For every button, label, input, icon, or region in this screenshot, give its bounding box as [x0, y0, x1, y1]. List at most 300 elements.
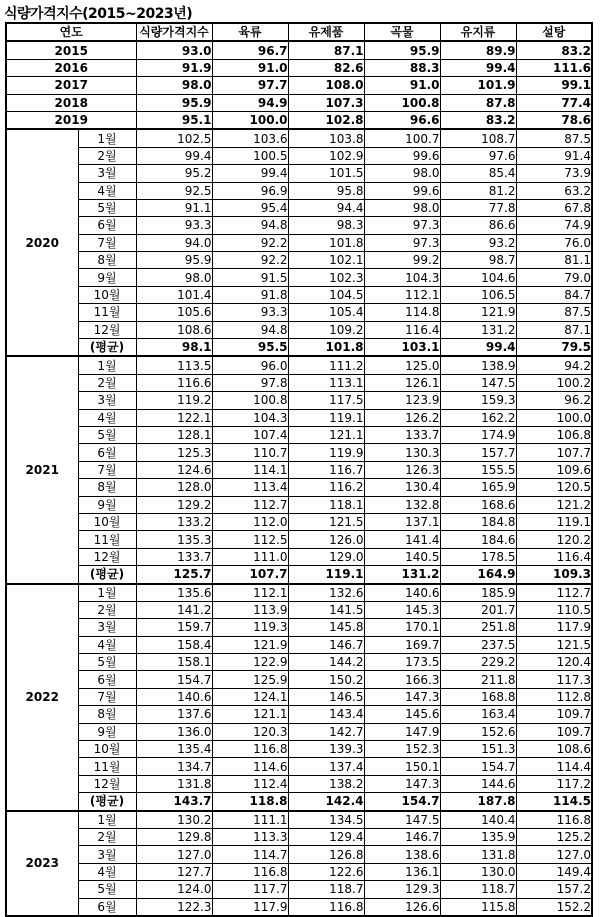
- month-cell: 6월: [78, 444, 136, 461]
- value-cell: 87.1: [288, 41, 364, 59]
- value-cell: 102.5: [136, 129, 212, 147]
- value-cell: 79.0: [516, 269, 592, 286]
- value-cell: 88.3: [364, 59, 440, 76]
- month-cell: 12월: [78, 321, 136, 338]
- value-cell: 116.8: [212, 863, 288, 880]
- value-cell: 126.6: [364, 898, 440, 916]
- average-value-cell: 98.1: [136, 339, 212, 357]
- value-cell: 89.9: [440, 41, 516, 59]
- value-cell: 127.7: [136, 863, 212, 880]
- month-row: [6, 828, 592, 845]
- month-cell: 11월: [78, 758, 136, 775]
- value-cell: 116.6: [136, 374, 212, 391]
- average-value-cell: 99.4: [440, 339, 516, 357]
- value-cell: 165.9: [440, 479, 516, 496]
- value-cell: 122.1: [136, 409, 212, 426]
- value-cell: 159.7: [136, 619, 212, 636]
- value-cell: 117.9: [212, 898, 288, 916]
- value-cell: 169.7: [364, 636, 440, 653]
- month-row: [6, 619, 592, 636]
- value-cell: 100.7: [364, 129, 440, 147]
- value-cell: 124.0: [136, 881, 212, 898]
- value-cell: 138.9: [440, 356, 516, 374]
- value-cell: 128.0: [136, 479, 212, 496]
- value-cell: 110.5: [516, 601, 592, 618]
- month-row: [6, 636, 592, 653]
- month-cell: 1월: [78, 356, 136, 374]
- value-cell: 77.8: [440, 199, 516, 216]
- value-cell: 99.6: [364, 147, 440, 164]
- value-cell: 126.0: [288, 531, 364, 548]
- value-cell: 120.5: [516, 479, 592, 496]
- value-cell: 111.6: [516, 59, 592, 76]
- value-cell: 98.0: [364, 199, 440, 216]
- value-cell: 158.4: [136, 636, 212, 653]
- month-row: [6, 479, 592, 496]
- value-cell: 111.2: [288, 356, 364, 374]
- value-cell: 91.8: [212, 286, 288, 303]
- month-cell: 5월: [78, 199, 136, 216]
- value-cell: 116.4: [516, 548, 592, 565]
- value-cell: 95.8: [288, 182, 364, 199]
- month-cell: 12월: [78, 775, 136, 792]
- value-cell: 94.4: [288, 199, 364, 216]
- average-label: (평균): [78, 793, 136, 811]
- value-cell: 146.7: [364, 828, 440, 845]
- value-cell: 147.5: [440, 374, 516, 391]
- average-value-cell: 107.7: [212, 566, 288, 584]
- value-cell: 143.4: [288, 706, 364, 723]
- value-cell: 109.7: [516, 723, 592, 740]
- year-cell: 2019: [6, 111, 136, 129]
- year-cell: 2022: [6, 584, 78, 811]
- value-cell: 101.5: [288, 165, 364, 182]
- value-cell: 102.8: [288, 111, 364, 129]
- average-value-cell: 101.8: [288, 339, 364, 357]
- month-row: [6, 863, 592, 880]
- page-title: 식량가격지수(2015~2023년): [4, 6, 193, 22]
- month-row: [6, 269, 592, 286]
- value-cell: 140.6: [364, 584, 440, 602]
- value-cell: 137.1: [364, 513, 440, 530]
- value-cell: 95.1: [136, 111, 212, 129]
- month-row: [6, 199, 592, 216]
- value-cell: 81.1: [516, 252, 592, 269]
- value-cell: 119.2: [136, 392, 212, 409]
- month-cell: 4월: [78, 182, 136, 199]
- year-cell: 2021: [6, 356, 78, 583]
- value-cell: 131.8: [440, 846, 516, 863]
- average-value-cell: 154.7: [364, 793, 440, 811]
- value-cell: 133.7: [364, 426, 440, 443]
- value-cell: 112.1: [212, 584, 288, 602]
- value-cell: 126.2: [364, 409, 440, 426]
- value-cell: 140.5: [364, 548, 440, 565]
- value-cell: 92.5: [136, 182, 212, 199]
- value-cell: 121.5: [288, 513, 364, 530]
- value-cell: 146.5: [288, 688, 364, 705]
- column-header: 유지류: [440, 23, 516, 41]
- value-cell: 140.6: [136, 688, 212, 705]
- value-cell: 98.7: [440, 252, 516, 269]
- value-cell: 157.2: [516, 881, 592, 898]
- value-cell: 138.6: [364, 846, 440, 863]
- value-cell: 101.4: [136, 286, 212, 303]
- value-cell: 145.3: [364, 601, 440, 618]
- value-cell: 99.2: [364, 252, 440, 269]
- value-cell: 91.4: [516, 147, 592, 164]
- month-cell: 6월: [78, 671, 136, 688]
- value-cell: 129.3: [364, 881, 440, 898]
- header-row: [6, 23, 592, 41]
- value-cell: 98.0: [364, 165, 440, 182]
- value-cell: 102.9: [288, 147, 364, 164]
- value-cell: 101.8: [288, 234, 364, 251]
- value-cell: 95.2: [136, 165, 212, 182]
- year-cell: 2020: [6, 129, 78, 356]
- value-cell: 74.9: [516, 217, 592, 234]
- value-cell: 144.2: [288, 654, 364, 671]
- value-cell: 229.2: [440, 654, 516, 671]
- average-value-cell: 109.3: [516, 566, 592, 584]
- month-cell: 5월: [78, 426, 136, 443]
- value-cell: 118.7: [440, 881, 516, 898]
- value-cell: 83.2: [516, 41, 592, 59]
- value-cell: 126.1: [364, 374, 440, 391]
- value-cell: 94.2: [516, 356, 592, 374]
- value-cell: 99.4: [212, 165, 288, 182]
- month-row: [6, 881, 592, 898]
- value-cell: 108.6: [136, 321, 212, 338]
- value-cell: 104.6: [440, 269, 516, 286]
- value-cell: 94.8: [212, 321, 288, 338]
- value-cell: 135.9: [440, 828, 516, 845]
- value-cell: 87.5: [516, 304, 592, 321]
- value-cell: 130.2: [136, 811, 212, 829]
- month-row: [6, 548, 592, 565]
- value-cell: 137.6: [136, 706, 212, 723]
- value-cell: 130.3: [364, 444, 440, 461]
- value-cell: 92.2: [212, 234, 288, 251]
- average-row: [6, 566, 592, 584]
- value-cell: 155.5: [440, 461, 516, 478]
- value-cell: 154.7: [440, 758, 516, 775]
- value-cell: 100.8: [364, 94, 440, 111]
- value-cell: 211.8: [440, 671, 516, 688]
- value-cell: 140.4: [440, 811, 516, 829]
- value-cell: 108.7: [440, 129, 516, 147]
- value-cell: 122.9: [212, 654, 288, 671]
- value-cell: 112.7: [212, 496, 288, 513]
- value-cell: 96.9: [212, 182, 288, 199]
- value-cell: 102.3: [288, 269, 364, 286]
- value-cell: 134.7: [136, 758, 212, 775]
- month-row: [6, 321, 592, 338]
- month-cell: 3월: [78, 392, 136, 409]
- month-row: [6, 898, 592, 916]
- value-cell: 95.9: [136, 252, 212, 269]
- value-cell: 135.6: [136, 584, 212, 602]
- month-row: [6, 234, 592, 251]
- year-cell: 2016: [6, 59, 136, 76]
- value-cell: 91.9: [136, 59, 212, 76]
- value-cell: 141.2: [136, 601, 212, 618]
- month-row: [6, 496, 592, 513]
- month-cell: 10월: [78, 513, 136, 530]
- month-row: [6, 426, 592, 443]
- month-row: [6, 513, 592, 530]
- average-value-cell: 187.8: [440, 793, 516, 811]
- value-cell: 157.7: [440, 444, 516, 461]
- value-cell: 112.8: [516, 688, 592, 705]
- average-value-cell: 103.1: [364, 339, 440, 357]
- value-cell: 92.2: [212, 252, 288, 269]
- value-cell: 184.6: [440, 531, 516, 548]
- value-cell: 152.3: [364, 741, 440, 758]
- value-cell: 119.1: [516, 513, 592, 530]
- value-cell: 154.7: [136, 671, 212, 688]
- value-cell: 67.8: [516, 199, 592, 216]
- month-cell: 3월: [78, 165, 136, 182]
- value-cell: 96.7: [212, 41, 288, 59]
- value-cell: 73.9: [516, 165, 592, 182]
- value-cell: 125.3: [136, 444, 212, 461]
- value-cell: 117.2: [516, 775, 592, 792]
- month-cell: 8월: [78, 479, 136, 496]
- average-value-cell: 119.1: [288, 566, 364, 584]
- month-row: [6, 409, 592, 426]
- month-cell: 9월: [78, 269, 136, 286]
- month-cell: 11월: [78, 531, 136, 548]
- value-cell: 121.2: [516, 496, 592, 513]
- annual-row: [6, 111, 592, 129]
- value-cell: 120.3: [212, 723, 288, 740]
- month-row: [6, 444, 592, 461]
- value-cell: 237.5: [440, 636, 516, 653]
- value-cell: 159.3: [440, 392, 516, 409]
- value-cell: 163.4: [440, 706, 516, 723]
- value-cell: 104.3: [212, 409, 288, 426]
- month-row: [6, 356, 592, 374]
- value-cell: 138.2: [288, 775, 364, 792]
- value-cell: 98.0: [136, 269, 212, 286]
- year-cell: 2018: [6, 94, 136, 111]
- value-cell: 103.6: [212, 129, 288, 147]
- value-cell: 131.8: [136, 775, 212, 792]
- month-cell: 2월: [78, 147, 136, 164]
- month-cell: 3월: [78, 846, 136, 863]
- month-cell: 9월: [78, 723, 136, 740]
- value-cell: 105.6: [136, 304, 212, 321]
- value-cell: 96.2: [516, 392, 592, 409]
- value-cell: 114.7: [212, 846, 288, 863]
- value-cell: 122.3: [136, 898, 212, 916]
- month-cell: 7월: [78, 461, 136, 478]
- annual-row: [6, 59, 592, 76]
- value-cell: 107.4: [212, 426, 288, 443]
- value-cell: 150.2: [288, 671, 364, 688]
- value-cell: 87.5: [516, 129, 592, 147]
- food-price-index-table: [5, 22, 593, 917]
- value-cell: 112.7: [516, 584, 592, 602]
- month-cell: 7월: [78, 234, 136, 251]
- month-cell: 4월: [78, 863, 136, 880]
- value-cell: 106.5: [440, 286, 516, 303]
- value-cell: 78.6: [516, 111, 592, 129]
- value-cell: 147.3: [364, 775, 440, 792]
- value-cell: 121.1: [212, 706, 288, 723]
- average-label: (평균): [78, 339, 136, 357]
- value-cell: 168.6: [440, 496, 516, 513]
- value-cell: 117.5: [288, 392, 364, 409]
- year-cell: 2023: [6, 811, 78, 916]
- value-cell: 118.7: [288, 881, 364, 898]
- value-cell: 104.3: [364, 269, 440, 286]
- value-cell: 101.9: [440, 77, 516, 94]
- value-cell: 134.5: [288, 811, 364, 829]
- value-cell: 96.6: [364, 111, 440, 129]
- value-cell: 93.3: [136, 217, 212, 234]
- value-cell: 128.1: [136, 426, 212, 443]
- month-cell: 3월: [78, 619, 136, 636]
- value-cell: 97.6: [440, 147, 516, 164]
- month-cell: 8월: [78, 252, 136, 269]
- value-cell: 126.3: [364, 461, 440, 478]
- average-value-cell: 95.5: [212, 339, 288, 357]
- value-cell: 184.8: [440, 513, 516, 530]
- value-cell: 251.8: [440, 619, 516, 636]
- value-cell: 112.5: [212, 531, 288, 548]
- column-header: 육류: [212, 23, 288, 41]
- value-cell: 82.6: [288, 59, 364, 76]
- value-cell: 113.5: [136, 356, 212, 374]
- value-cell: 91.0: [212, 59, 288, 76]
- value-cell: 152.2: [516, 898, 592, 916]
- month-row: [6, 165, 592, 182]
- annual-row: [6, 77, 592, 94]
- value-cell: 103.8: [288, 129, 364, 147]
- value-cell: 129.2: [136, 496, 212, 513]
- value-cell: 87.1: [516, 321, 592, 338]
- value-cell: 158.1: [136, 654, 212, 671]
- value-cell: 99.4: [136, 147, 212, 164]
- value-cell: 129.8: [136, 828, 212, 845]
- value-cell: 83.2: [440, 111, 516, 129]
- value-cell: 113.4: [212, 479, 288, 496]
- value-cell: 136.0: [136, 723, 212, 740]
- value-cell: 104.5: [288, 286, 364, 303]
- value-cell: 87.8: [440, 94, 516, 111]
- month-row: [6, 601, 592, 618]
- value-cell: 121.5: [516, 636, 592, 653]
- month-cell: 10월: [78, 741, 136, 758]
- value-cell: 178.5: [440, 548, 516, 565]
- value-cell: 113.9: [212, 601, 288, 618]
- value-cell: 81.2: [440, 182, 516, 199]
- value-cell: 124.1: [212, 688, 288, 705]
- value-cell: 201.7: [440, 601, 516, 618]
- value-cell: 147.5: [364, 811, 440, 829]
- value-cell: 100.8: [212, 392, 288, 409]
- value-cell: 121.9: [212, 636, 288, 653]
- value-cell: 127.0: [516, 846, 592, 863]
- value-cell: 109.6: [516, 461, 592, 478]
- value-cell: 85.4: [440, 165, 516, 182]
- value-cell: 117.9: [516, 619, 592, 636]
- value-cell: 162.2: [440, 409, 516, 426]
- value-cell: 109.2: [288, 321, 364, 338]
- value-cell: 139.3: [288, 741, 364, 758]
- value-cell: 94.8: [212, 217, 288, 234]
- value-cell: 132.8: [364, 496, 440, 513]
- month-cell: 2월: [78, 828, 136, 845]
- value-cell: 97.3: [364, 217, 440, 234]
- column-header: 연도: [6, 23, 136, 41]
- value-cell: 144.6: [440, 775, 516, 792]
- value-cell: 133.7: [136, 548, 212, 565]
- value-cell: 114.6: [212, 758, 288, 775]
- month-row: [6, 531, 592, 548]
- value-cell: 125.9: [212, 671, 288, 688]
- month-row: [6, 129, 592, 147]
- month-cell: 5월: [78, 881, 136, 898]
- value-cell: 118.1: [288, 496, 364, 513]
- column-header: 식량가격지수: [136, 23, 212, 41]
- value-cell: 150.1: [364, 758, 440, 775]
- value-cell: 119.1: [288, 409, 364, 426]
- value-cell: 152.6: [440, 723, 516, 740]
- value-cell: 97.3: [364, 234, 440, 251]
- average-row: [6, 339, 592, 357]
- value-cell: 166.3: [364, 671, 440, 688]
- month-row: [6, 304, 592, 321]
- month-row: [6, 252, 592, 269]
- value-cell: 105.4: [288, 304, 364, 321]
- value-cell: 131.2: [440, 321, 516, 338]
- value-cell: 110.7: [212, 444, 288, 461]
- value-cell: 114.8: [364, 304, 440, 321]
- month-cell: 2월: [78, 601, 136, 618]
- value-cell: 114.4: [516, 758, 592, 775]
- value-cell: 100.5: [212, 147, 288, 164]
- value-cell: 116.8: [516, 811, 592, 829]
- value-cell: 151.3: [440, 741, 516, 758]
- value-cell: 168.8: [440, 688, 516, 705]
- average-value-cell: 131.2: [364, 566, 440, 584]
- month-row: [6, 811, 592, 829]
- column-header: 설탕: [516, 23, 592, 41]
- month-cell: 6월: [78, 898, 136, 916]
- value-cell: 100.2: [516, 374, 592, 391]
- month-cell: 4월: [78, 409, 136, 426]
- value-cell: 99.6: [364, 182, 440, 199]
- value-cell: 116.4: [364, 321, 440, 338]
- month-row: [6, 671, 592, 688]
- value-cell: 121.1: [288, 426, 364, 443]
- value-cell: 149.4: [516, 863, 592, 880]
- value-cell: 112.0: [212, 513, 288, 530]
- value-cell: 94.0: [136, 234, 212, 251]
- value-cell: 76.0: [516, 234, 592, 251]
- value-cell: 130.4: [364, 479, 440, 496]
- value-cell: 84.7: [516, 286, 592, 303]
- average-value-cell: 143.7: [136, 793, 212, 811]
- month-row: [6, 654, 592, 671]
- value-cell: 145.8: [288, 619, 364, 636]
- value-cell: 129.0: [288, 548, 364, 565]
- value-cell: 100.0: [516, 409, 592, 426]
- value-cell: 117.3: [516, 671, 592, 688]
